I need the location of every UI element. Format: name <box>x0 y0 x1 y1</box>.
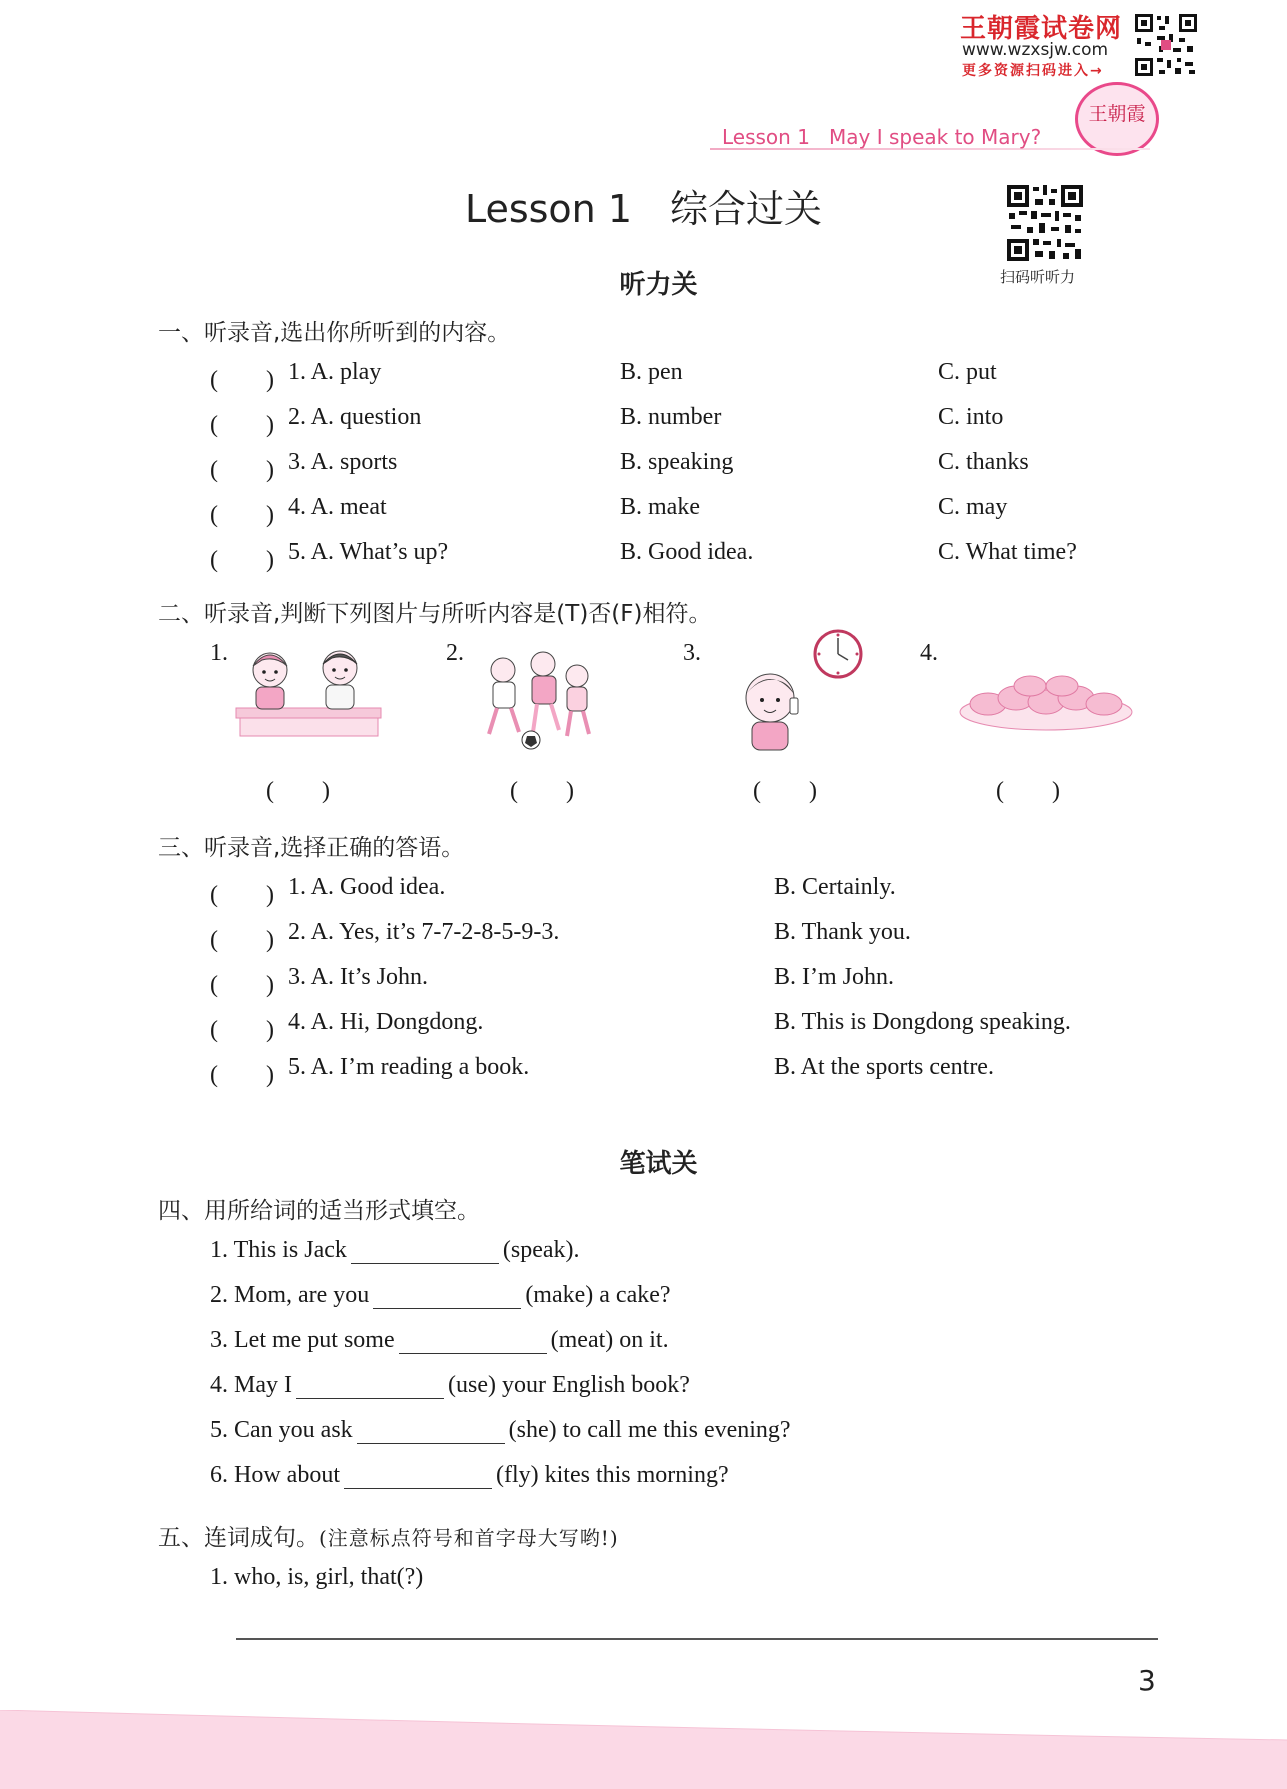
part2-heading: 二、听录音,判断下列图片与所听内容是(T)否(F)相符。 <box>158 601 712 627</box>
item-hint: (use) your English book? <box>447 1372 690 1398</box>
header-lesson: Lesson 1 <box>722 125 810 149</box>
listening-qr-icon[interactable] <box>1005 183 1085 263</box>
fill-blank-item <box>210 1417 791 1444</box>
option-b: B. pen <box>620 359 683 385</box>
answer-blank[interactable] <box>399 1329 547 1354</box>
option-a: 4. A. Hi, Dongdong. <box>288 1009 484 1035</box>
item-text: 4. May I <box>210 1372 292 1398</box>
brand-more-text: 更多资源扫码进入→ <box>962 63 1104 79</box>
fill-blank-item <box>210 1462 729 1489</box>
option-a: 1. A. play <box>288 359 382 385</box>
answer-bracket[interactable]: ( ) <box>210 367 274 393</box>
option-b: B. make <box>620 494 700 520</box>
item-text: 2. Mom, are you <box>210 1282 370 1308</box>
picture-number: 3. <box>683 640 701 666</box>
listening-section-title: 听力关 <box>619 270 698 300</box>
header-subtitle: May I speak to Mary? <box>829 125 1042 149</box>
fill-blank-item <box>210 1372 690 1399</box>
fill-blank-item <box>210 1327 669 1354</box>
brand-seal: 王朝霞 <box>1075 82 1159 156</box>
item-text: 5. Can you ask <box>210 1417 353 1443</box>
item-hint: (she) to call me this evening? <box>508 1417 791 1443</box>
option-a: 1. A. Good idea. <box>288 874 446 900</box>
option-a: 3. A. It’s John. <box>288 964 429 990</box>
running-header <box>722 125 1041 149</box>
footer-band <box>0 1710 1287 1789</box>
kids-at-desk-picture <box>228 638 388 743</box>
girl-on-phone-picture <box>730 628 870 753</box>
answer-blank[interactable] <box>351 1239 499 1264</box>
option-a: 2. A. question <box>288 404 422 430</box>
item-hint: (make) a cake? <box>525 1282 671 1308</box>
option-b: B. Good idea. <box>620 539 754 565</box>
part1-heading: 一、听录音,选出你所听到的内容。 <box>158 320 511 346</box>
option-b: B. Certainly. <box>774 874 896 900</box>
word-order-item: 1. who, is, girl, that(?) <box>210 1564 424 1590</box>
part5-heading <box>158 1519 619 1552</box>
option-a: 5. A. I’m reading a book. <box>288 1054 530 1080</box>
option-b: B. Thank you. <box>774 919 911 945</box>
option-b: B. At the sports centre. <box>774 1054 994 1080</box>
writing-section-title: 笔试关 <box>619 1149 698 1179</box>
answer-bracket[interactable]: ( ) <box>210 547 274 573</box>
fill-blank-item <box>210 1282 671 1309</box>
picture-number: 1. <box>210 640 228 666</box>
brand-name: 王朝霞试卷网 <box>960 14 1123 44</box>
option-a: 2. A. Yes, it’s 7-7-2-8-5-9-3. <box>288 919 560 945</box>
option-a: 4. A. meat <box>288 494 387 520</box>
answer-bracket[interactable]: ( ) <box>510 778 574 804</box>
option-b: B. number <box>620 404 722 430</box>
item-text: 1. This is Jack <box>210 1237 347 1263</box>
qr-code-icon[interactable] <box>1133 12 1199 78</box>
answer-bracket[interactable]: ( ) <box>753 778 817 804</box>
answer-bracket[interactable]: ( ) <box>266 778 330 804</box>
part5-heading-text: 五、连词成句。 <box>158 1525 319 1551</box>
item-text: 6. How about <box>210 1462 340 1488</box>
dumplings-picture <box>958 672 1133 734</box>
option-c: C. What time? <box>938 539 1077 565</box>
answer-bracket[interactable]: ( ) <box>210 1017 274 1043</box>
part3-heading: 三、听录音,选择正确的答语。 <box>158 835 465 861</box>
answer-bracket[interactable]: ( ) <box>210 927 274 953</box>
part4-heading: 四、用所给词的适当形式填空。 <box>158 1198 480 1224</box>
brand-url[interactable]: www.wzxsjw.com <box>962 40 1109 60</box>
kids-playing-football-picture <box>475 648 605 758</box>
answer-bracket[interactable]: ( ) <box>210 502 274 528</box>
picture-number: 4. <box>920 640 938 666</box>
option-b: B. I’m John. <box>774 964 894 990</box>
part5-note: (注意标点符号和首字母大写哟!) <box>319 1526 619 1550</box>
answer-bracket[interactable]: ( ) <box>210 412 274 438</box>
answer-bracket[interactable]: ( ) <box>210 972 274 998</box>
picture-number: 2. <box>446 640 464 666</box>
answer-line[interactable] <box>236 1638 1158 1640</box>
option-a: 3. A. sports <box>288 449 398 475</box>
option-a: 5. A. What’s up? <box>288 539 449 565</box>
option-c: C. into <box>938 404 1004 430</box>
option-c: C. put <box>938 359 997 385</box>
answer-blank[interactable] <box>373 1284 521 1309</box>
item-hint: (fly) kites this morning? <box>495 1462 729 1488</box>
answer-bracket[interactable]: ( ) <box>210 457 274 483</box>
option-c: C. may <box>938 494 1008 520</box>
answer-bracket[interactable]: ( ) <box>210 882 274 908</box>
fill-blank-item <box>210 1237 580 1264</box>
option-c: C. thanks <box>938 449 1029 475</box>
option-b: B. This is Dongdong speaking. <box>774 1009 1071 1035</box>
item-hint: (speak). <box>502 1237 580 1263</box>
item-text: 3. Let me put some <box>210 1327 395 1353</box>
page-number: 3 <box>1138 1664 1156 1697</box>
option-b: B. speaking <box>620 449 734 475</box>
answer-blank[interactable] <box>357 1419 505 1444</box>
answer-blank[interactable] <box>344 1464 492 1489</box>
qr-caption: 扫码听听力 <box>1000 268 1076 286</box>
answer-bracket[interactable]: ( ) <box>996 778 1060 804</box>
page-title: Lesson 1 综合过关 <box>464 187 823 231</box>
answer-bracket[interactable]: ( ) <box>210 1062 274 1088</box>
item-hint: (meat) on it. <box>550 1327 669 1353</box>
answer-blank[interactable] <box>296 1374 444 1399</box>
